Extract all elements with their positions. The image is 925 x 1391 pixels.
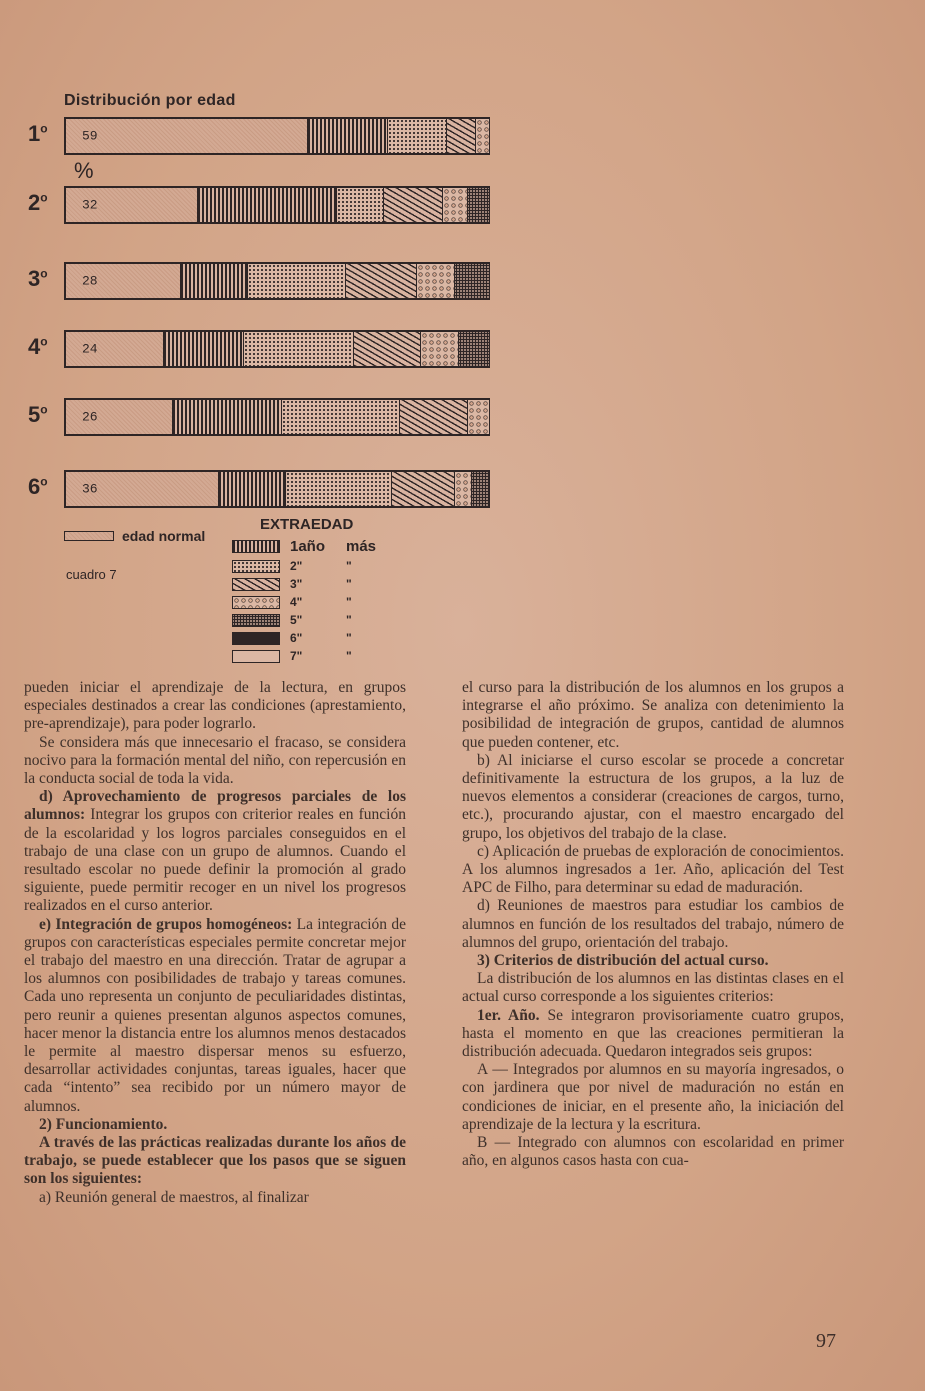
legend-label: 1año	[290, 537, 326, 555]
bar-segment-y2	[387, 119, 447, 153]
paragraph: 2) Funcionamiento.	[39, 1115, 168, 1133]
grade-label: 3$^o$	[28, 266, 48, 291]
paragraph: A través de las prácticas realizadas durante los años de trabajo, se puede establecer que los pasos que se siguen son los siguientes:	[24, 1134, 406, 1188]
bar-segment-y5	[467, 188, 489, 222]
age-bar	[64, 470, 490, 508]
normal-age-percent: 32	[82, 197, 98, 213]
paragraph: d) Reuniones de maestros para estudiar los cambios de alumnos en función de los resultados del trabajo, número de alumnos del grupo, orientación del trabajo.	[462, 897, 844, 951]
legend-suffix: "	[346, 631, 352, 645]
bar-segment-y1	[163, 332, 244, 366]
bar-segment-y4	[420, 332, 459, 366]
legend-normal-swatch	[64, 531, 114, 541]
left-column	[24, 679, 406, 1207]
bar-segment-y2	[247, 264, 345, 298]
bar-segment-y2	[243, 332, 354, 366]
paragraph: c) Aplicación de pruebas de exploración de conocimientos. A los alumnos ingresados a 1er. Año, aplicación del Test APC de Filho, para determinar su edad de maduración.	[462, 842, 844, 897]
paragraph: A — Integrados por alumnos en su mayoría ingresados, o con jardinera que por nivel de maduración no están en condiciones de iniciar, en el presente año, la iniciación del aprendizaje de la lectura y la escritura.	[462, 1061, 844, 1133]
bar-segment-y1	[307, 119, 388, 153]
grade-label: 5$^o$	[28, 402, 48, 427]
legend-suffix: "	[346, 649, 352, 663]
legend-swatch	[232, 560, 280, 573]
bar-segment-normal	[66, 332, 163, 366]
bar-segment-y2	[281, 400, 400, 434]
legend-suffix: "	[346, 613, 352, 627]
normal-age-percent: 59	[82, 128, 98, 144]
paragraph: B — Integrado con alumnos con escolaridad en primer año, en algunos casos hasta con cua-	[462, 1134, 844, 1170]
bar-segment-y3	[383, 188, 443, 222]
age-bar	[64, 398, 490, 436]
bar-segment-y4	[454, 472, 472, 506]
paragraph: el curso para la distribución de los alumnos en los grupos a integrarse el año próximo. Se analiza con detenimiento la posibilidad de integración de grupos, cantidad de alumnos que pueden contener, etc.	[462, 679, 844, 751]
legend-suffix: "	[346, 577, 352, 591]
paragraph: pueden iniciar el aprendizaje de la lectura, en grupos especiales destinados a crear las condiciones (aprestamiento, pre-aprendizaje), para poder lograrlo.	[24, 679, 406, 733]
legend-item	[232, 575, 376, 593]
bar-segment-y3	[345, 264, 418, 298]
bar-segment-y5	[458, 332, 489, 366]
legend-label: 4"	[290, 595, 303, 609]
paragraph: d) Aprovechamiento de progresos parciales de los alumnos: Integrar los grupos con criterior reales en función de la escolaridad y los logros parciales conseguidos en el trabajo de una clase con un grupo de alumnos. Cuando el resultado escolar no puede definir la promoción al grado siguiente, puede permitir recoger en un nivel los progresos realizados en el curso anterior.	[24, 788, 406, 915]
legend-suffix: "	[346, 559, 352, 573]
figure-title: Distribución por edad	[64, 92, 236, 109]
legend-item	[232, 593, 376, 611]
grade-label: 6$^o$	[28, 474, 48, 499]
legend-swatch	[232, 650, 280, 663]
bar-segment-y3	[391, 472, 455, 506]
percent-sign: %	[74, 158, 94, 183]
paragraph: La distribución de los alumnos en las distintas clases en el actual curso corresponde a los siguientes criterios:	[462, 970, 844, 1006]
bar-segment-y4	[442, 188, 468, 222]
paragraph: 1er. Año. Se integraron provisoriamente cuatro grupos, hasta el momento en que las creaciones permitieran la distribución adecuada. Quedaron integrados seis grupos:	[462, 1006, 845, 1061]
normal-age-percent: 28	[82, 273, 98, 289]
bar-segment-y3	[399, 400, 468, 434]
normal-age-percent: 24	[82, 341, 98, 357]
legend-item	[232, 557, 376, 575]
legend-item	[232, 611, 376, 629]
bar-segment-y4	[416, 264, 455, 298]
legend-extraedad-title: EXTRAEDAD	[260, 516, 354, 533]
legend-suffix: "	[346, 595, 352, 609]
legend-label: 7"	[290, 649, 303, 663]
paragraph: Se considera más que innecesario el fracaso, se considera nocivo para la formación mental del niño, con repercusión en la conducta social de toda la vida.	[24, 733, 406, 788]
legend-label: 2"	[290, 559, 303, 573]
legend-swatch	[232, 614, 280, 627]
bar-segment-y3	[446, 119, 477, 153]
age-bar	[64, 186, 490, 224]
bar-segment-y1	[180, 264, 249, 298]
right-column	[462, 679, 844, 1207]
bar-segment-y2	[336, 188, 383, 222]
legend-swatch	[232, 596, 280, 609]
legend-swatch	[232, 540, 280, 553]
page-number: 97	[816, 1330, 836, 1352]
normal-age-percent: 36	[82, 481, 98, 497]
figure-caption: cuadro 7	[66, 567, 117, 582]
body-text	[24, 679, 844, 1207]
age-bar	[64, 262, 490, 300]
bar-segment-normal	[66, 119, 307, 153]
grade-label: 2$^o$	[28, 190, 48, 215]
bar-segment-y1	[218, 472, 287, 506]
paragraph: e) Integración de grupos homogéneos: La integración de grupos con características especiales permite concretar mejor el trabajo del maestro en una dirección. Tratar de agrupar a los alumnos con posibilidades de trabajo y tareas comunes. Cada uno representa un conjunto de peculiaridades distintas, pero reunir a quienes presentan algunos aspectos comunes, hacer menor la distancia entre los alumnos menos destacados le permite al maestro dispersar menos su esfuerzo, desarrollar actividades conjuntas, tareas iguales, hacer que cada “intento” sea recibido por un número mayor de alumnos.	[24, 915, 406, 1115]
paragraph: b) Al iniciarse el curso escolar se procede a concretar definitivamente la estructura de los grupos, a la luz de nuevos elementos a considerar (creaciones de cargos, turno, etc.), procurando ajustar, con el maestro encargado del grupo, los objetivos del trabajo de la clase.	[462, 751, 844, 842]
bar-segment-y3	[353, 332, 422, 366]
grade-label: 1$^o$	[28, 121, 48, 146]
legend-swatch	[232, 632, 280, 645]
legend-swatch	[232, 578, 280, 591]
bar-segment-y2	[285, 472, 392, 506]
bar-segment-y4	[475, 119, 489, 153]
legend-normal-age	[64, 528, 205, 544]
grade-label: 4$^o$	[28, 334, 48, 359]
age-bar	[64, 330, 490, 368]
age-bar	[64, 117, 490, 155]
legend-item	[232, 629, 376, 647]
legend-item	[232, 647, 376, 665]
legend-label: 5"	[290, 613, 303, 627]
bar-segment-y1	[197, 188, 337, 222]
bar-segment-y4	[467, 400, 489, 434]
paragraph: a) Reunión general de maestros, al finalizar	[39, 1188, 309, 1206]
bar-segment-y5	[454, 264, 489, 298]
bar-segment-y1	[172, 400, 283, 434]
normal-age-percent: 26	[82, 409, 98, 425]
legend-extraedad-list	[232, 535, 376, 665]
legend-label: 6"	[290, 631, 303, 645]
legend-label: 3"	[290, 577, 303, 591]
legend-suffix: más	[346, 537, 377, 555]
paragraph: 3) Criterios de distribución del actual curso.	[477, 952, 769, 970]
bar-segment-y5	[471, 472, 489, 506]
legend-item	[232, 535, 376, 557]
legend-normal-label: edad normal	[122, 528, 206, 544]
